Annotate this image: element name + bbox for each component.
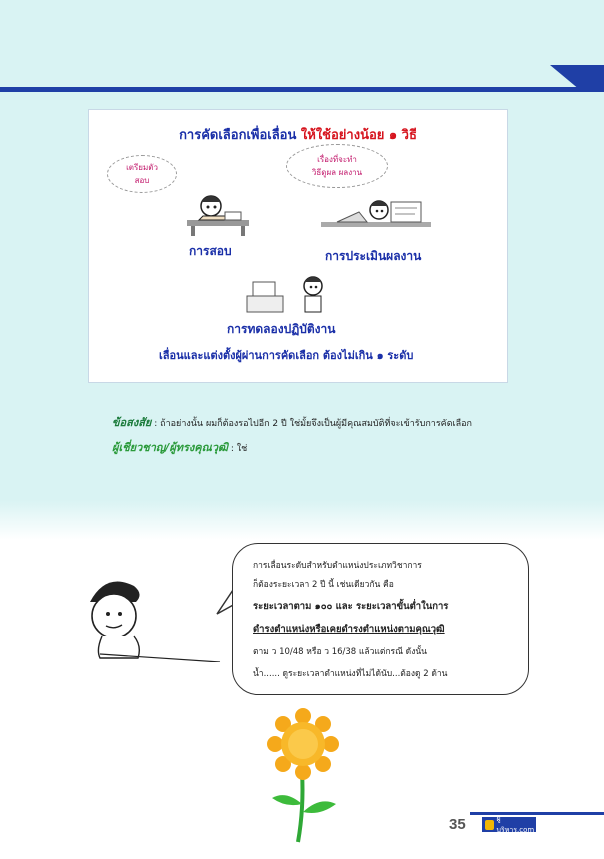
thought-bubble-evaluation-text: เรื่องที่จะทำ วิธีดูผล ผลงาน — [311, 155, 363, 177]
thought-bubble-evaluation — [286, 144, 388, 188]
selection-methods-card — [88, 109, 508, 383]
answer-tag: ผู้เชี่ยวชาญ/ผู้ทรงคุณวุฒิ — [112, 441, 228, 454]
thought-bubble-exam-text: เตรียมตัว สอบ — [126, 163, 158, 185]
evaluation-cartoon-illustration — [317, 192, 437, 240]
sunflower-icon — [266, 708, 340, 844]
speech-line: ดำรงตำแหน่งหรือเคยดำรงตำแหน่งตามคุณวุฒิ — [253, 624, 445, 635]
exam-cartoon-illustration — [177, 186, 257, 238]
top-blue-band — [0, 87, 604, 92]
thought-bubble-exam — [107, 155, 177, 193]
label-exam: การสอบ — [189, 244, 232, 258]
background-fade — [0, 500, 604, 540]
speech-bubble — [232, 543, 529, 695]
question-tag: ข้อสงสัย — [112, 416, 152, 429]
card-title-prefix: การคัดเลือกเพื่อเลื่อน — [179, 128, 297, 143]
logo-mark-icon — [485, 820, 494, 830]
question-note — [112, 413, 472, 431]
page-number: 35 — [449, 816, 466, 833]
speech-line: ระยะเวลาตาม ๑๐๐ และ ระยะเวลาขั้นต่ำในการ — [253, 601, 449, 612]
trial-cartoon-illustration — [241, 270, 337, 316]
footer-rule — [470, 812, 604, 815]
card-title-highlight: ให้ใช้อย่างน้อย ๑ วิธี — [300, 128, 417, 143]
speech-line: ก็ต้องระยะเวลา 2 ปี นี้ เช่นเดียวกัน คือ — [253, 580, 394, 590]
speech-line: ตาม ว 10/48 หรือ ว 16/38 แล้วแต่กรณี ดังนั้น — [253, 647, 427, 657]
publisher-logo — [482, 814, 536, 834]
label-evaluation: การประเมินผลงาน — [325, 249, 422, 263]
thinking-man-cartoon — [72, 572, 222, 662]
speech-line: น้ำ...... ดูระยะเวลาตำแหน่งที่ไม่ได้นับ...ต้องดู 2 ด้าน — [253, 669, 448, 679]
answer-text: : ใช่ — [230, 444, 248, 454]
card-footer-text: เลื่อนและแต่งตั้งผู้ผ่านการคัดเลือก ต้องไม่เกิน ๑ ระดับ — [159, 349, 414, 362]
label-trial: การทดลองปฏิบัติงาน — [227, 322, 336, 336]
answer-note — [112, 438, 247, 456]
speech-line: การเลื่อนระดับสำหรับตำแหน่งประเภทวิชาการ — [253, 561, 422, 571]
logo-text: ผู้บริหาร.com — [496, 814, 535, 834]
card-title — [89, 124, 507, 145]
question-text: : ถ้าอย่างนั้น ผมก็ต้องรอไปอีก 2 ปี ใช่มั้ยจึงเป็นผู้มีคุณสมบัติที่จะเข้ารับการคัดเลือก — [154, 419, 472, 429]
